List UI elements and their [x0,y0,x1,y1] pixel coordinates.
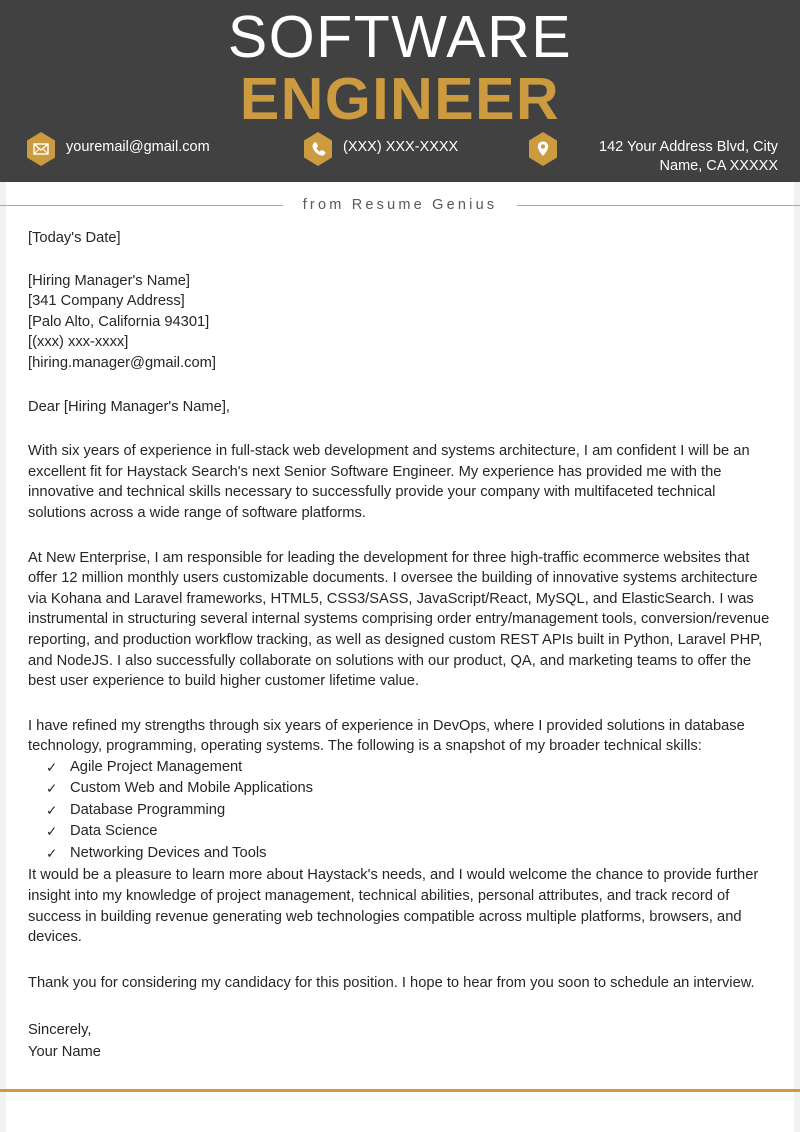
envelope-icon [26,132,56,166]
list-item [46,843,770,865]
recipient-line: [341 Company Address] [28,293,185,310]
divider-rule-right [517,205,800,206]
page-title-secondary: ENGINEER [239,66,561,132]
divider-rule-left [0,205,283,206]
contact-phone-text: (XXX) XXX-XXXX [343,139,459,155]
body-paragraph-4: It would be a pleasure to learn more about Haystack's needs, and I would welcome the chance to provide further insight into my knowledge of project management, technical abilities, personal attributes, and track record of success in building revenue generating web technologies compatible across multiple platforms, browsers, and devices. [28,867,759,946]
list-item [46,778,770,800]
phone-icon [303,132,333,166]
check-icon: ✓ [46,845,58,861]
brand-divider [0,182,800,228]
recipient-address-block [28,271,770,374]
footer-accent-bar [0,1089,800,1092]
contact-phone[interactable] [290,136,520,166]
contact-email-text: youremail@gmail.com [66,139,210,155]
header-title-block [0,0,800,130]
skills-list [28,757,770,865]
recipient-line: [(xxx) xxx-xxxx] [28,334,129,351]
page-right-margin-strip [794,182,800,1132]
body-paragraph-2: At New Enterprise, I am responsible for leading the development for three high-traffic ecommerce websites that offer 12 million monthly users customizable documents. I oversee the building of innovative systems architecture via Kohana and Laravel frameworks, HTML5, CSS3/SASS, JavaScript/React, MySQL, and ElasticSearch. I was instrumental in structuring several internal systems comprising order entry/management tools, conversion/revenue reporting, and production workflow tracking, as well as designed custom REST APIs built in Python, Laravel PHP, and NodeJS. I also successfully collaborate on solutions with our product, QA, and marketing teams to offer the best user experience to build higher customer lifetime value. [28,549,770,690]
contact-address-text: 142 Your Address Blvd, City Name, CA XXXXX [599,139,778,174]
list-item [46,757,770,779]
signature-name: Your Name [28,1044,101,1061]
contact-row [0,136,800,176]
body-paragraph-1: With six years of experience in full-stack web development and systems architecture, I am confident I will be an excellent fit for Haystack Search's next Senior Software Engineer. My experience has provided me with the innovative and technical skills necessary to successfully provide your company with multifaceted technical solutions across a wide range of software platforms. [28,443,750,521]
contact-email[interactable] [0,136,290,166]
list-item [46,800,770,822]
recipient-line: [Palo Alto, California 94301] [28,313,210,330]
check-icon: ✓ [46,781,58,797]
list-item-label: Custom Web and Mobile Applications [70,780,314,797]
map-pin-icon [528,132,558,166]
check-icon: ✓ [46,824,58,840]
letter-date: [Today's Date] [28,230,121,246]
brand-label: from Resume Genius [302,197,498,213]
page-title-primary: SOFTWARE [227,4,573,70]
signature-block [28,1019,770,1063]
list-item-label: Data Science [70,823,158,840]
contact-address[interactable] [520,136,800,176]
document-header [0,0,800,182]
check-icon: ✓ [46,759,58,775]
letter-body [0,228,800,1063]
salutation: Dear [Hiring Manager's Name], [28,398,230,415]
list-item-label: Networking Devices and Tools [70,844,267,861]
list-item [46,821,770,843]
page-left-margin-strip [0,182,6,1132]
list-item-label: Agile Project Management [70,758,243,775]
recipient-line: [hiring.manager@gmail.com] [28,354,216,371]
list-item-label: Database Programming [70,801,226,818]
check-icon: ✓ [46,802,58,818]
body-paragraph-5: Thank you for considering my candidacy for this position. I hope to hear from you soon to schedule an interview. [28,974,755,991]
sign-off: Sincerely, [28,1022,92,1039]
body-paragraph-3: I have refined my strengths through six years of experience in DevOps, where I provided solutions in database technology, programming, operating systems. The following is a snapshot of my broader technical skills: [28,717,745,755]
recipient-line: [Hiring Manager's Name] [28,272,190,289]
